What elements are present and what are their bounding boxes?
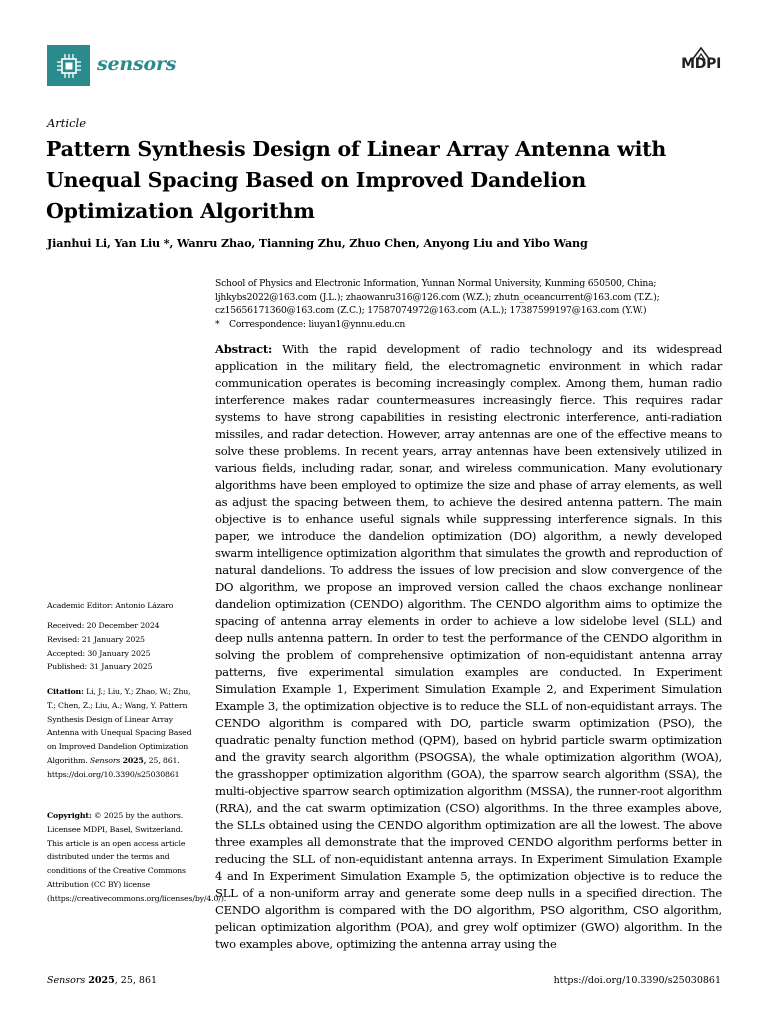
article-title: Pattern Synthesis Design of Linear Array Antenna with Unequal Spacing Based on Improved Dandelion Optimization Algorithm — [46, 137, 667, 223]
abstract-text: With the rapid development of radio technology and its widespread application in the military field, the electromagnetic environment in which radar communication operates is becoming increasingly complex. Among them, human radio interference makes radar countermeasures increasingly fierce. This requires radar systems to have strong capabilities in resisting electronic interference, anti-radiation missiles, and radar detection. However, array antennas are one of the effective means to solve these problems. In recent years, array antennas have been extensively utilized in various fields, including radar, sonar, and wireless communication. Many evolutionary algorithms have been employed to optimize the size and phase of array elements, as well as adjust the spacing between them, to achieve the desired antenna pattern. The main objective is to enhance useful signals while suppressing interference signals. In this paper, we introduce the dandelion optimization (DO) algorithm, a newly developed swarm intelligence optimization algorithm that simulates the growth and reproduction of natural dandelions. To address the issues of low precision and slow convergence of the DO algorithm, we propose an improved version called the chaos exchange nonlinear dandelion optimization (CENDO) algorithm. The CENDO algorithm aims to optimize the spacing of antenna array elements in order to achieve a low sidelobe level (SLL) and deep nulls antenna pattern. In order to test the performance of the CENDO algorithm in solving the problem of comprehensive optimization of non-equidistant antenna array patterns, five experimental simulation examples are conducted. In Experiment Simulation Example 1, Experiment Simulation Example 2, and Experiment Simulation Example 3, the optimization objective is to reduce the SLL of non-equidistant arrays. The CENDO algorithm is compared with DO, particle swarm optimization (PSO), the quadratic penalty function method (QPM), based on hybrid particle swarm optimization and the gravity search algorithm (PSOGSA), the whale optimization algorithm (WOA), the grasshopper optimization algorithm (GOA), the sparrow search algorithm (SSA), the multi-objective sparrow search optimization algorithm (MSSA), the runner-root algorithm (RRA), and the cat swarm optimization (CSO) algorithms. In the three examples above, the SLLs obtained using the CENDO algorithm optimization are all the lowest. The above three examples all demonstrate that the improved CENDO algorithm performs better in reducing the SLL of non-equidistant antenna arrays. In Experiment Simulation Example 4 and In Experiment Simulation Example 5, the optimization objective is to reduce the SLL of a non-uniform array and generate some deep nulls in a specified direction. The CENDO algorithm is compared with the DO algorithm, PSO algorithm, CSO algorithm, pelican optimization algorithm (POA), and grey wolf optimizer (GWO) algorithm. In the two examples above, optimizing the antenna array using the — [215, 342, 722, 951]
affiliation-emails[interactable]: ljhkybs2022@163.com (J.L.); zhaowanru316@126.com (W.Z.); zhutn_oceancurrent@163.com (T.Z.); — [215, 291, 660, 303]
citation-block — [47, 685, 197, 782]
publisher-logo[interactable] — [681, 46, 721, 72]
footer-volume: , 25, 861 — [114, 975, 158, 986]
accepted-date: Accepted: 30 January 2025 — [47, 648, 151, 658]
academic-editor: Academic Editor: Antonio Lázaro — [47, 601, 174, 610]
footer-citation — [47, 975, 157, 986]
published-date: Published: 31 January 2025 — [47, 662, 153, 672]
citation-label: Citation: — [47, 687, 84, 696]
correspondence — [215, 318, 725, 332]
revised-date: Revised: 21 January 2025 — [47, 634, 145, 644]
footer-doi-link[interactable]: https://doi.org/10.3390/s25030861 — [553, 975, 721, 986]
citation-text: Li, J.; Liu, Y.; Zhao, W.; Zhu, T.; Chen, Z.; Liu, A.; Wang, Y. Pattern Synthesis Design of Linear Array Antenna with Unequal Spacing Based on Improved Dandelion Optimization Algorithm. — [47, 687, 192, 765]
abstract — [215, 341, 722, 953]
journal-name[interactable]: sensors — [97, 53, 177, 75]
copyright-block — [47, 809, 227, 906]
publisher-name: MDPI — [681, 56, 721, 72]
copyright-text[interactable]: © 2025 by the authors. Licensee MDPI, Basel, Switzerland. This article is an open access article distributed under the terms and conditions of the Creative Commons Attribution (CC BY) license (https://creativecommons.org/licenses/by/4.0/). — [47, 811, 227, 903]
affiliation-emails[interactable]: cz15656171360@163.com (Z.C.); 17587074972@163.com (A.L.); 17387599197@163.com (Y.W.) — [215, 305, 647, 316]
copyright-label: Copyright: — [47, 811, 92, 820]
chip-icon — [55, 52, 83, 80]
abstract-label: Abstract: — [215, 342, 273, 356]
affiliation-line: School of Physics and Electronic Information, Yunnan Normal University, Kunming 650500, China; — [215, 278, 657, 289]
correspondence-star: * — [215, 318, 220, 330]
correspondence-text[interactable]: Correspondence: liuyan1@ynnu.edu.cn — [229, 318, 406, 330]
author-list[interactable]: Jianhui Li, Yan Liu *, Wanru Zhao, Tianning Zhu, Zhuo Chen, Anyong Liu and Yibo Wang — [47, 236, 588, 250]
footer-year: 2025 — [88, 975, 115, 986]
citation-year: 2025, — [122, 755, 147, 765]
footer-journal: Sensors — [47, 975, 86, 986]
affiliation-block — [215, 277, 725, 331]
citation-journal: Sensors — [89, 755, 121, 765]
journal-logo[interactable] — [47, 45, 90, 86]
citation-doi[interactable]: 25, 861. https://doi.org/10.3390/s25030861 — [47, 755, 180, 779]
received-date: Received: 20 December 2024 — [47, 621, 160, 630]
article-type: Article — [47, 116, 87, 130]
dates-block — [47, 619, 197, 674]
